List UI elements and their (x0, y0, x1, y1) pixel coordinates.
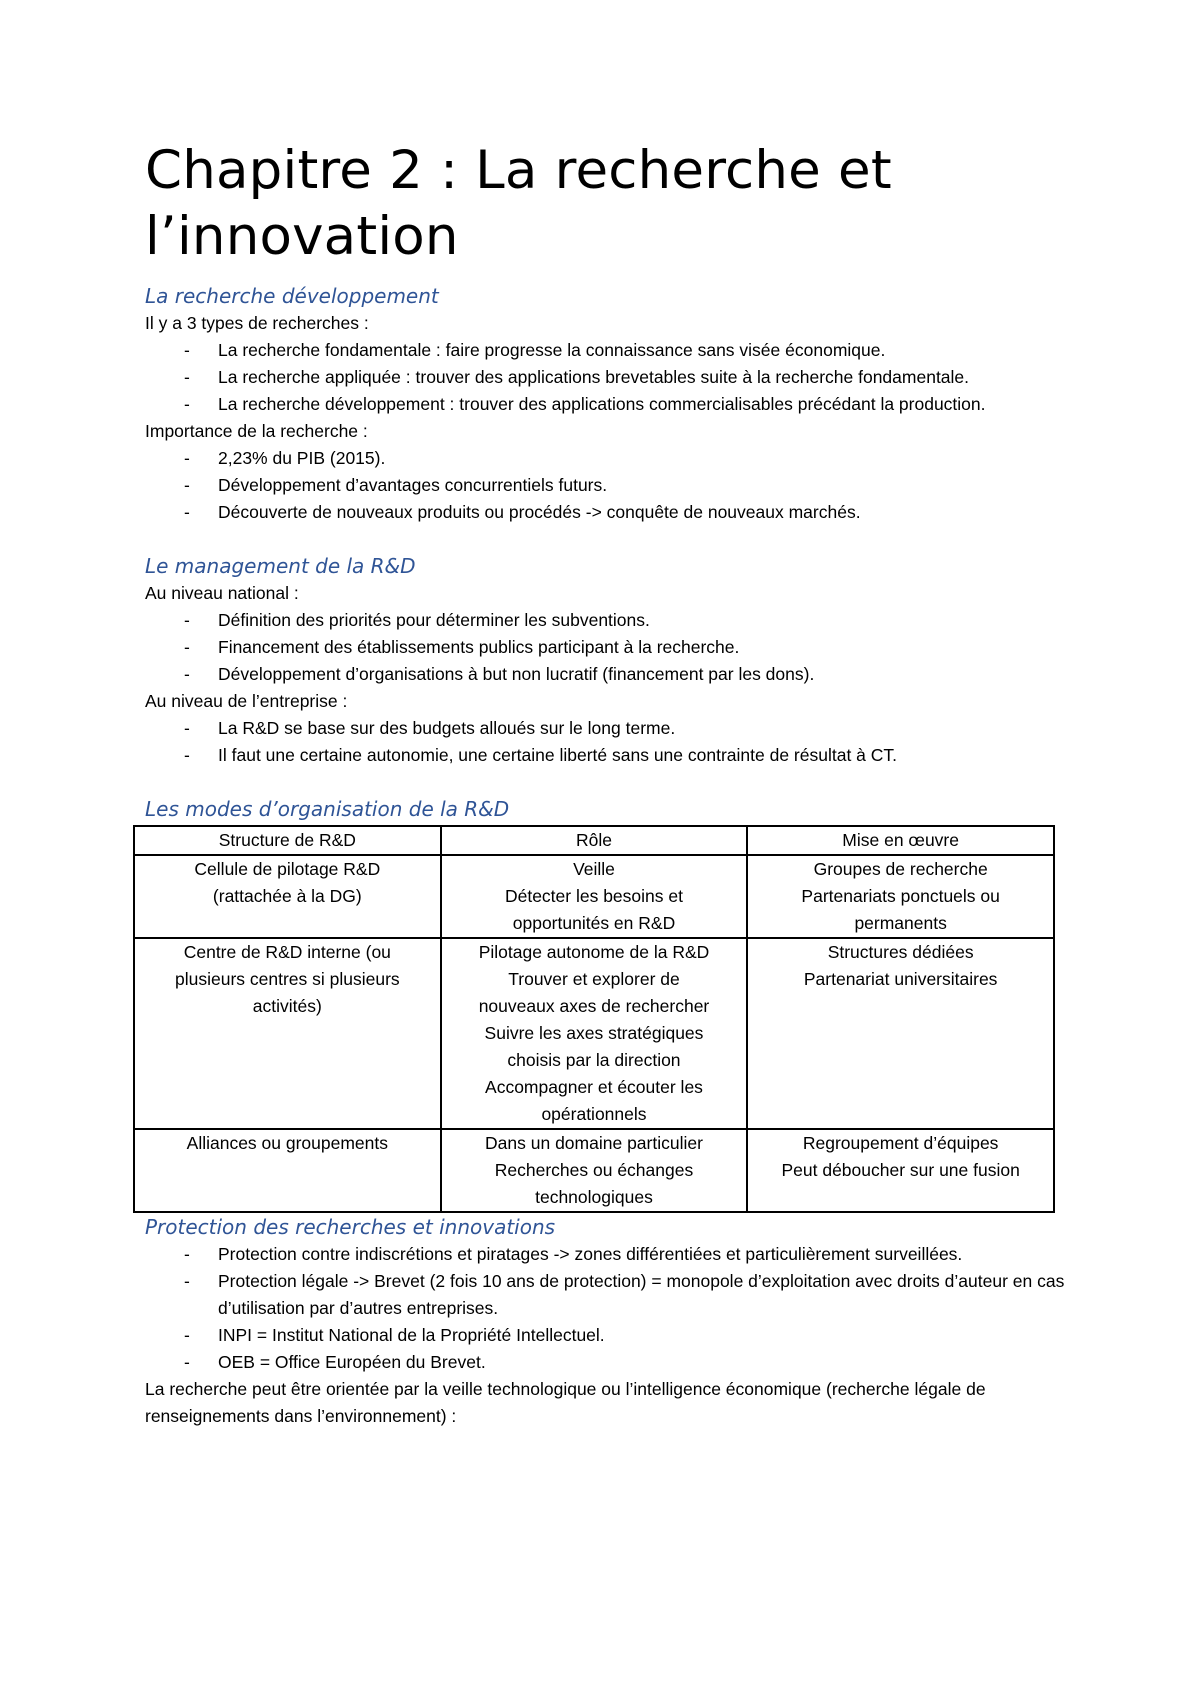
list-item: - Financement des établissements publics participant à la recherche. (145, 634, 1065, 661)
research-types-list (145, 337, 1065, 418)
dash-bullet: - (184, 1325, 190, 1345)
list-item: - INPI = Institut National de la Propriété Intellectuel. (145, 1322, 1065, 1349)
protection-list (145, 1241, 1065, 1376)
table-header-cell: Rôle (441, 826, 748, 855)
page-title-line-1: Chapitre 2 : La recherche et (145, 140, 892, 201)
dash-bullet: - (184, 1352, 190, 1372)
dash-bullet: - (184, 1271, 190, 1291)
table-cell: Structures dédiées Partenariat universitaires (747, 938, 1054, 1129)
list-item: - OEB = Office Européen du Brevet. (145, 1349, 1065, 1376)
section-heading-protection: Protection des recherches et innovations (145, 1215, 556, 1239)
table-cell: Regroupement d’équipes Peut déboucher sur une fusion (747, 1129, 1054, 1212)
company-intro: Au niveau de l’entreprise : (145, 691, 348, 711)
table-cell: Groupes de recherche Partenariats ponctuels ou permanents (747, 855, 1054, 938)
list-item: - Définition des priorités pour déterminer les subventions. (145, 607, 1065, 634)
research-types-intro: Il y a 3 types de recherches : (145, 313, 369, 333)
dash-bullet: - (184, 367, 190, 387)
dash-bullet: - (184, 1244, 190, 1264)
dash-bullet: - (184, 475, 190, 495)
list-item: - Protection contre indiscrétions et piratages -> zones différentiées et particulièrement surveillées. (145, 1241, 1065, 1268)
table-header-cell: Structure de R&D (134, 826, 441, 855)
table-cell: Veille Détecter les besoins et opportunités en R&D (441, 855, 748, 938)
dash-bullet: - (184, 394, 190, 414)
dash-bullet: - (184, 340, 190, 360)
dash-bullet: - (184, 637, 190, 657)
dash-bullet: - (184, 610, 190, 630)
table-cell: Cellule de pilotage R&D (rattachée à la DG) (134, 855, 441, 938)
list-item: - Développement d’avantages concurrentiels futurs. (145, 472, 1065, 499)
table-row (134, 1129, 1054, 1212)
list-item: - Protection légale -> Brevet (2 fois 10 ans de protection) = monopole d’exploitation avec droits d’auteur en cas d’utilisation par d’autres entreprises. (145, 1268, 1065, 1322)
section-heading-management: Le management de la R&D (145, 554, 416, 578)
page-title (145, 138, 1065, 270)
table-header-cell: Mise en œuvre (747, 826, 1054, 855)
list-item: - La recherche fondamentale : faire progresse la connaissance sans visée économique. (145, 337, 1065, 364)
dash-bullet: - (184, 502, 190, 522)
section-heading-organisation: Les modes d’organisation de la R&D (145, 797, 510, 821)
table-row (134, 938, 1054, 1129)
document-page (145, 138, 1065, 1430)
dash-bullet: - (184, 718, 190, 738)
dash-bullet: - (184, 664, 190, 684)
table-row (134, 855, 1054, 938)
page-title-line-2: l’innovation (145, 206, 459, 267)
organisation-table (133, 825, 1055, 1213)
table-cell: Alliances ou groupements (134, 1129, 441, 1212)
list-item: - Développement d’organisations à but non lucratif (financement par les dons). (145, 661, 1065, 688)
importance-list (145, 445, 1065, 526)
dash-bullet: - (184, 448, 190, 468)
dash-bullet: - (184, 745, 190, 765)
table-cell: Dans un domaine particulier Recherches ou échanges technologiques (441, 1129, 748, 1212)
list-item: - Il faut une certaine autonomie, une certaine liberté sans une contrainte de résultat à CT. (145, 742, 1065, 769)
national-intro: Au niveau national : (145, 583, 299, 603)
table-cell: Pilotage autonome de la R&D Trouver et explorer de nouveaux axes de rechercher Suivre les axes stratégiques choisis par la direction Accompagner et écouter les opérationnels (441, 938, 748, 1129)
closing-paragraph: La recherche peut être orientée par la veille technologique ou l’intelligence économique (recherche légale de renseignements dans l’environnement) : (145, 1379, 986, 1426)
list-item: - La recherche appliquée : trouver des applications brevetables suite à la recherche fondamentale. (145, 364, 1065, 391)
table-header-row (134, 826, 1054, 855)
national-list (145, 607, 1065, 688)
table-cell: Centre de R&D interne (ou plusieurs centres si plusieurs activités) (134, 938, 441, 1129)
list-item: - La recherche développement : trouver des applications commercialisables précédant la production. (145, 391, 1065, 418)
section-heading-rd: La recherche développement (145, 284, 439, 308)
list-item: - 2,23% du PIB (2015). (145, 445, 1065, 472)
list-item: - Découverte de nouveaux produits ou procédés -> conquête de nouveaux marchés. (145, 499, 1065, 526)
company-list (145, 715, 1065, 769)
list-item: - La R&D se base sur des budgets alloués sur le long terme. (145, 715, 1065, 742)
importance-intro: Importance de la recherche : (145, 421, 368, 441)
